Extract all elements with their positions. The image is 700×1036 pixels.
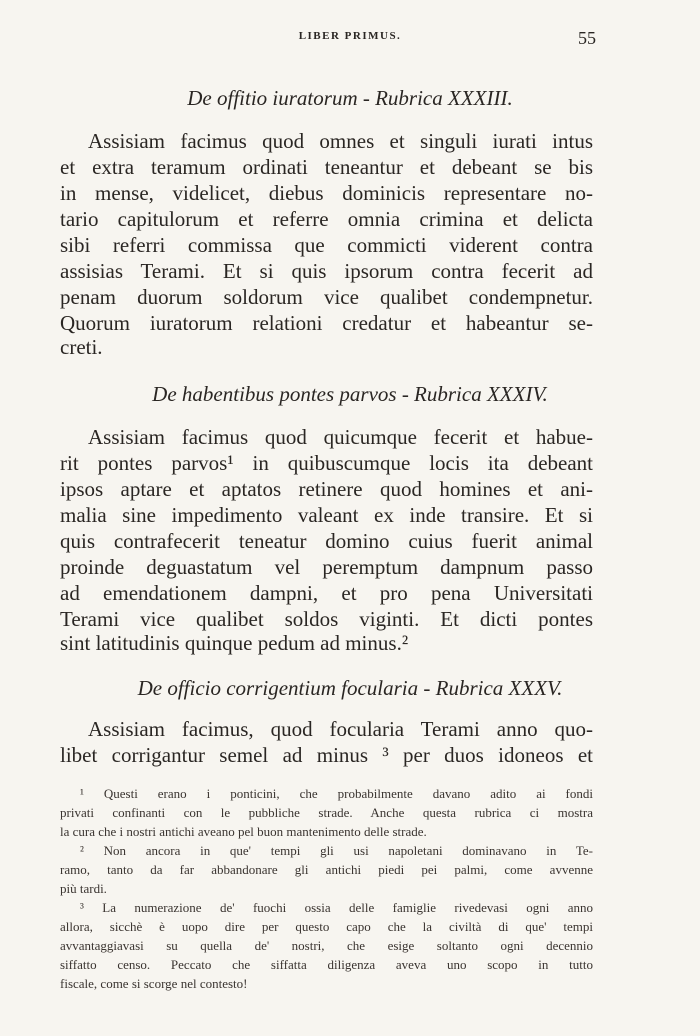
running-head: LIBER PRIMUS.	[298, 30, 402, 42]
body-line: tario capitulorum et referre omnia crimina et delicta	[60, 207, 593, 231]
section-title-xxxiv: De habentibus pontes parvos - Rubrica XXXIV.	[152, 382, 548, 406]
page-number: 55	[578, 28, 596, 48]
footnote-line: ¹ Questi erano i ponticini, che probabilmente davano adito ai fondi	[80, 786, 593, 801]
body-line: malia sine impedimento valeant ex inde transire. Et si	[60, 503, 593, 527]
footnote-line: la cura che i nostri antichi aveano pel buon mantenimento delle strade.	[60, 824, 427, 839]
footnote-line: privati confinanti con le pubbliche strade. Anche questa rubrica ci mostra	[60, 805, 593, 820]
body-line: Assisiam facimus quod omnes et singuli iurati intus	[88, 129, 593, 153]
body-line: Assisiam facimus quod quicumque fecerit et habue-	[88, 425, 593, 449]
page-header	[0, 28, 700, 52]
body-line: proinde deguastatum vel peremptum dampnum passo	[60, 555, 593, 579]
body-line: creti.	[60, 335, 103, 359]
body-line: ad emendationem dampni, et pro pena Universitati	[60, 581, 593, 605]
section-title-xxxv: De officio corrigentium focularia - Rubrica XXXV.	[137, 676, 563, 700]
section-title-xxxiii: De offitio iuratorum - Rubrica XXXIII.	[187, 86, 513, 110]
footnote-line: più tardi.	[60, 881, 107, 896]
body-line: sint latitudinis quinque pedum ad minus.²	[60, 631, 409, 655]
body-line: quis contrafecerit teneatur domino cuius fuerit animal	[60, 529, 593, 553]
body-line: ipsos aptare et aptatos retinere quod homines et ani-	[60, 477, 593, 501]
body-line: Assisiam facimus, quod focularia Terami anno quo-	[88, 717, 593, 741]
body-line: libet corrigantur semel ad minus ³ per duos idoneos et	[60, 743, 593, 767]
footnote-line: ³ La numerazione de' fuochi ossia delle famiglie rivedevasi ogni anno	[80, 900, 593, 915]
body-line: Terami vice qualibet soldos viginti. Et dicti pontes	[60, 607, 593, 631]
body-line: et extra teramum ordinati teneantur et debeant se bis	[60, 155, 593, 179]
footnote-line: avvantaggiavasi su quella de' nostri, che esige soltanto ogni decennio	[60, 938, 593, 953]
footnote-line: fiscale, come si scorge nel contesto!	[60, 976, 248, 991]
body-line: rit pontes parvos¹ in quibuscumque locis ita debeant	[60, 451, 593, 475]
body-line: in mense, videlicet, diebus dominicis representare no-	[60, 181, 593, 205]
body-line: Quorum iuratorum relationi credatur et habeantur se-	[60, 311, 593, 335]
footnote-line: ramo, tanto da far abbandonare gli antichi piedi pei palmi, come avvenne	[60, 862, 593, 877]
body-line: assisias Terami. Et si quis ipsorum contra fecerit ad	[60, 259, 593, 283]
footnote-line: allora, sicchè è uopo dire per questo capo che la civiltà di que' tempi	[60, 919, 593, 934]
footnote-line: siffatto censo. Peccato che siffatta diligenza aveva uno scopo in tutto	[60, 957, 593, 972]
body-line: penam duorum soldorum vice qualibet condempnetur.	[60, 285, 593, 309]
body-line: sibi referri commissa que commicti viderent contra	[60, 233, 593, 257]
footnote-line: ² Non ancora in que' tempi gli usi napoletani dominavano in Te-	[80, 843, 593, 858]
